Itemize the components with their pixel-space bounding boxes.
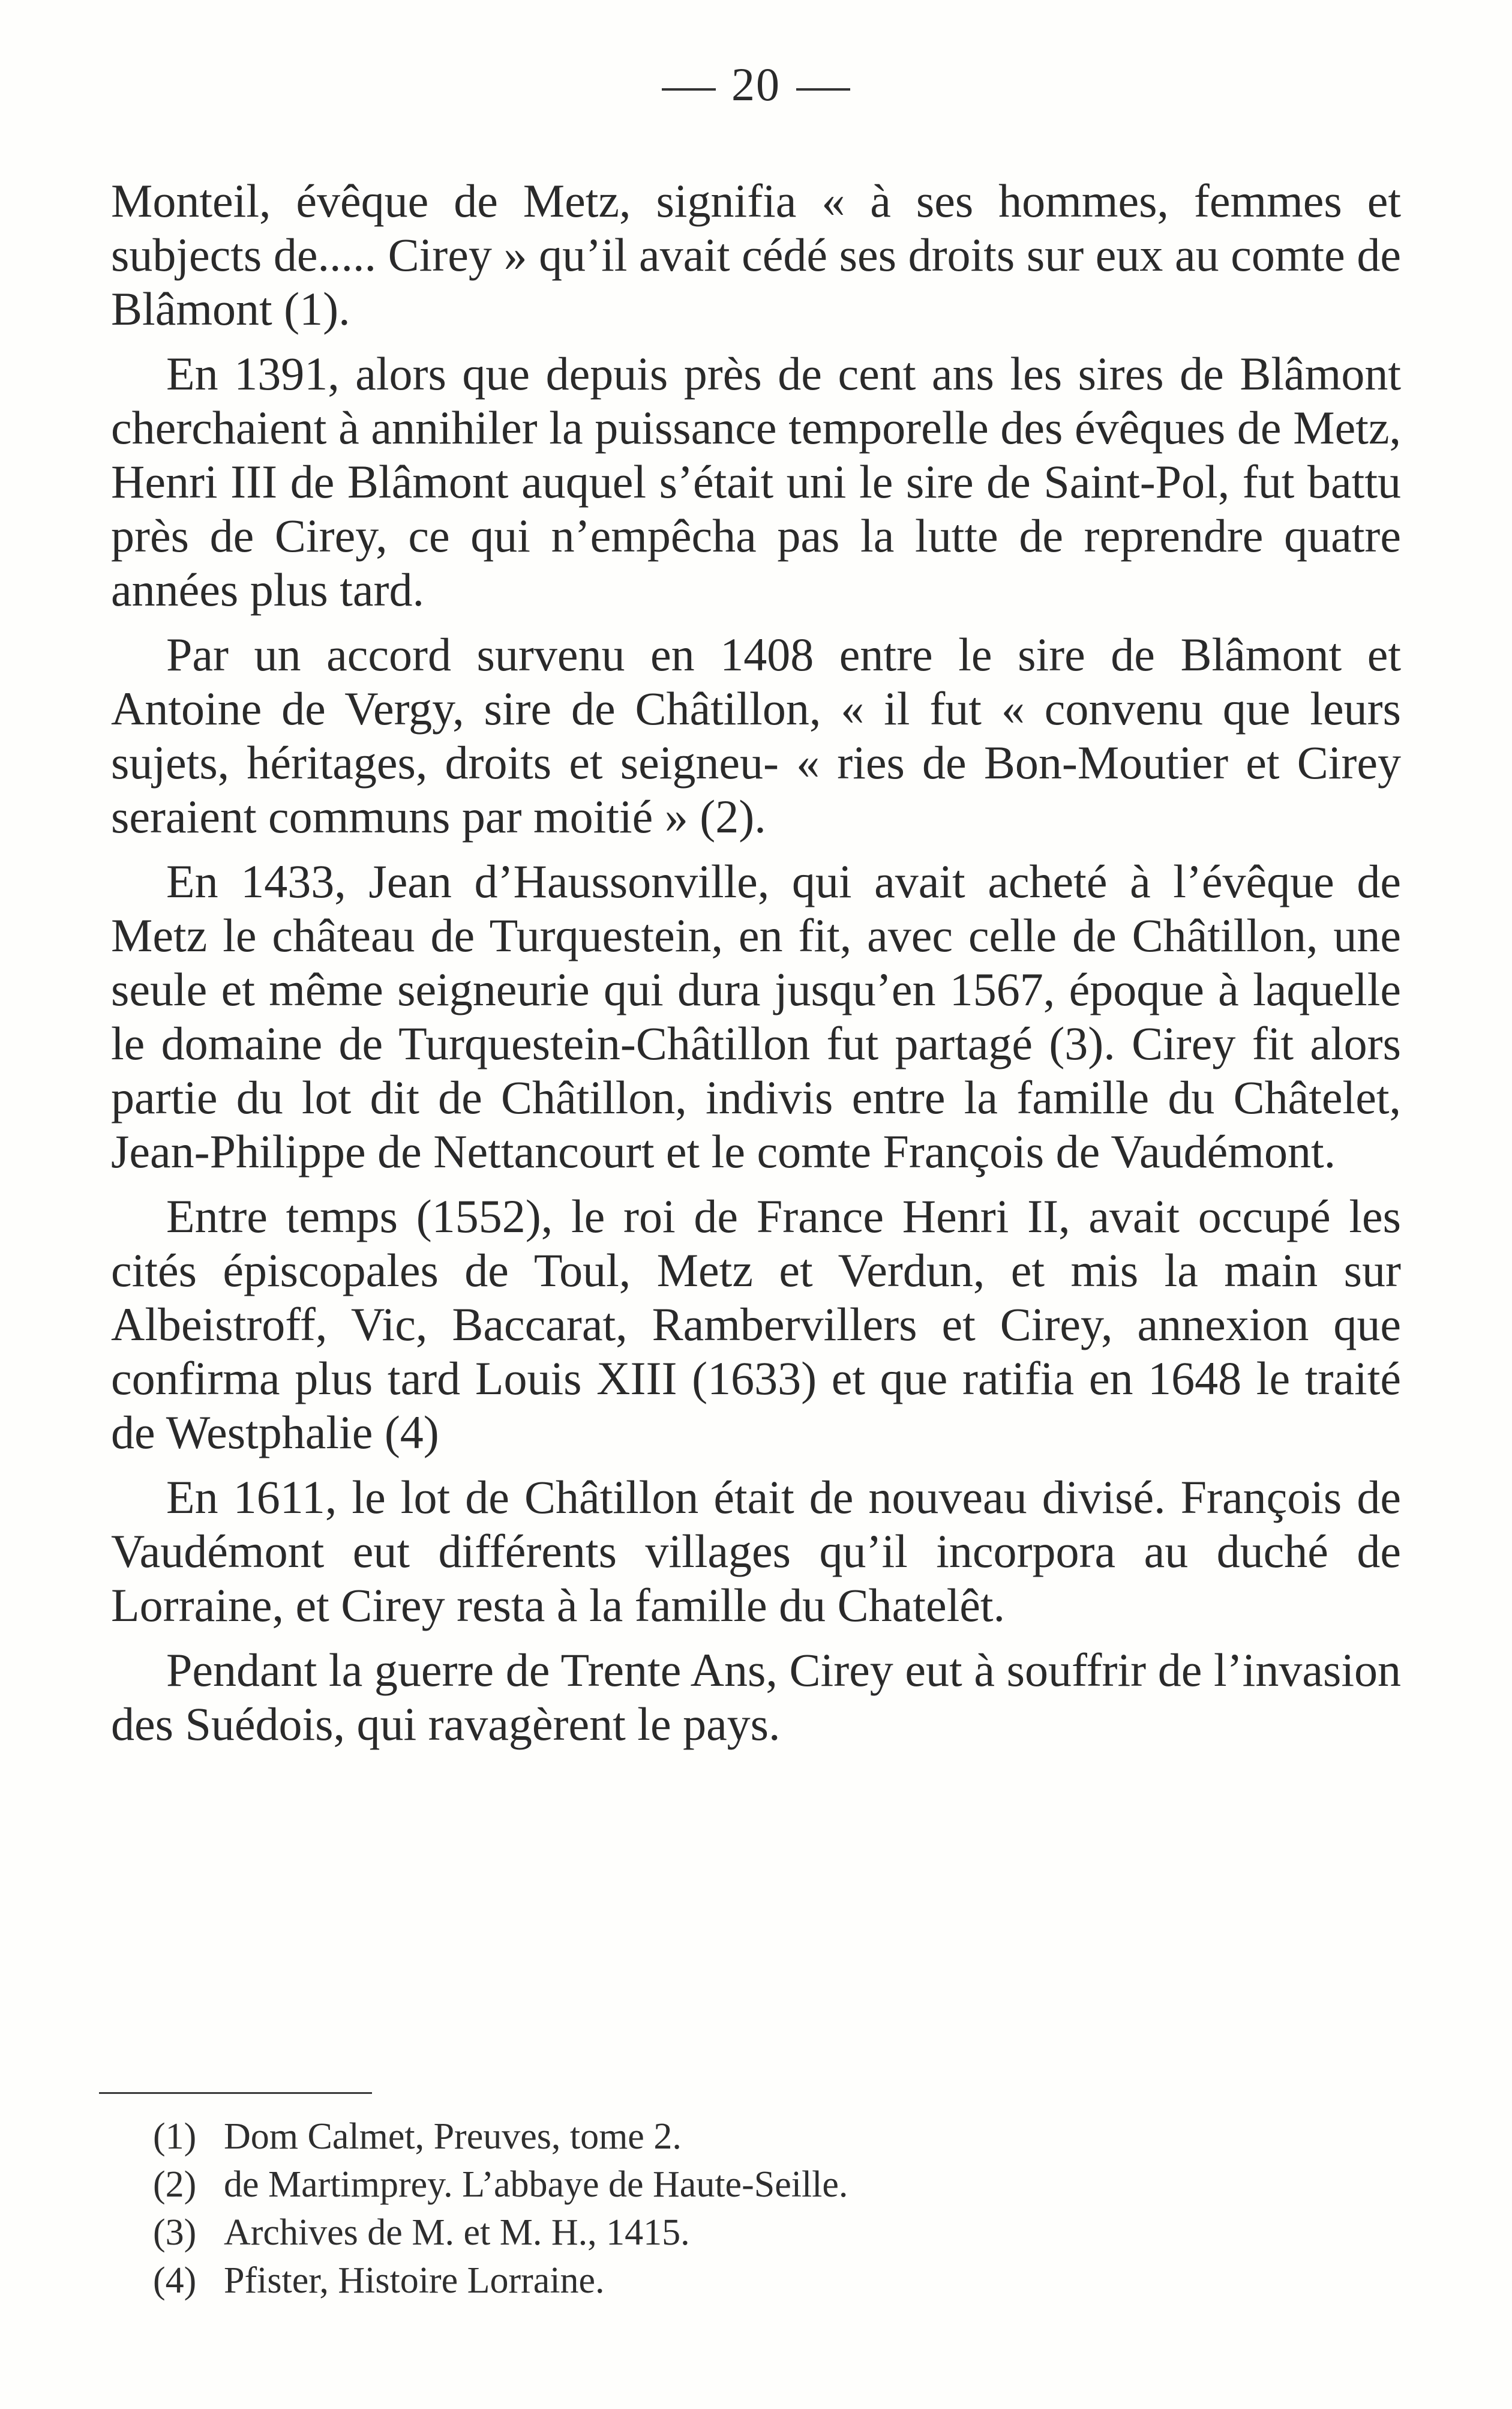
- footnote-number: (3): [153, 2212, 197, 2253]
- footnote-text: Dom Calmet, Preuves, tome 2.: [224, 2116, 682, 2157]
- footnote-3: [153, 2209, 1353, 2257]
- footnote-text: Archives de M. et M. H., 1415.: [224, 2212, 690, 2253]
- paragraph-5: Entre temps (1552), le roi de France Henri II, avait occupé les cités épiscopales de Toul, Metz et Verdun, et mis la main sur Albeistroff, Vic, Baccarat, Rambervillers et Cirey, annexion que confirma plus tard Louis XIII (1633) et que ratifia en 1648 le traité de Westphalie (4): [111, 1190, 1401, 1458]
- footnote-divider: [99, 2092, 372, 2094]
- paragraph-6: En 1611, le lot de Châtillon était de nouveau divisé. François de Vaudémont eut différents villages qu’il incorpora au duché de Lorraine, et Cirey resta à la famille du Chatelêt.: [111, 1471, 1401, 1631]
- paragraph-7: Pendant la guerre de Trente Ans, Cirey eut à souffrir de l’invasion des Suédois, qui ravagèrent le pays.: [111, 1644, 1401, 1750]
- paragraph-4: En 1433, Jean d’Haussonville, qui avait acheté à l’évêque de Metz le château de Turquestein, en fit, avec celle de Châtillon, une seule et même seigneurie qui dura jusqu’en 1567, époque à laquelle le domaine de Turquestein-Châtillon fut partagé (3). Cirey fit alors partie du lot dit de Châtillon, indivis entre la famille du Châtelet, Jean-Philippe de Nettancourt et le comte François de Vaudémont.: [111, 855, 1401, 1177]
- paragraph-3: Par un accord survenu en 1408 entre le sire de Blâmont et Antoine de Vergy, sire de Châtillon, « il fut « convenu que leurs sujets, héritages, droits et seigneu- « ries de Bon-Moutier et Cirey seraient communs par moitié » (2).: [111, 628, 1401, 843]
- footnote-number: (2): [153, 2164, 197, 2205]
- body-text: [111, 174, 1401, 1762]
- paragraph-2: En 1391, alors que depuis près de cent ans les sires de Blâmont cherchaient à annihiler la puissance temporelle des évêques de Metz, Henri III de Blâmont auquel s’était uni le sire de Saint-Pol, fut battu près de Cirey, ce qui n’empêcha pas la lutte de reprendre quatre années plus tard.: [111, 347, 1401, 616]
- footnote-text: de Martimprey. L’abbaye de Haute-Seille.: [224, 2164, 848, 2205]
- page-number-left-dash: [662, 88, 716, 91]
- footnote-1: [153, 2113, 1353, 2161]
- footnote-number: (4): [153, 2260, 197, 2301]
- footnote-number: (1): [153, 2116, 197, 2157]
- paragraph-1: Monteil, évêque de Metz, signifia « à ses hommes, femmes et subjects de..... Cirey » qu’il avait cédé ses droits sur eux au comte de Blâmont (1).: [111, 175, 1401, 335]
- footnote-2: [153, 2161, 1353, 2209]
- page-number: [0, 58, 1512, 112]
- footnote-text: Pfister, Histoire Lorraine.: [224, 2260, 605, 2301]
- page-number-right-dash: [796, 88, 850, 91]
- page-number-value: 20: [731, 58, 781, 110]
- footnote-4: [153, 2257, 1353, 2305]
- footnotes: [153, 2113, 1353, 2305]
